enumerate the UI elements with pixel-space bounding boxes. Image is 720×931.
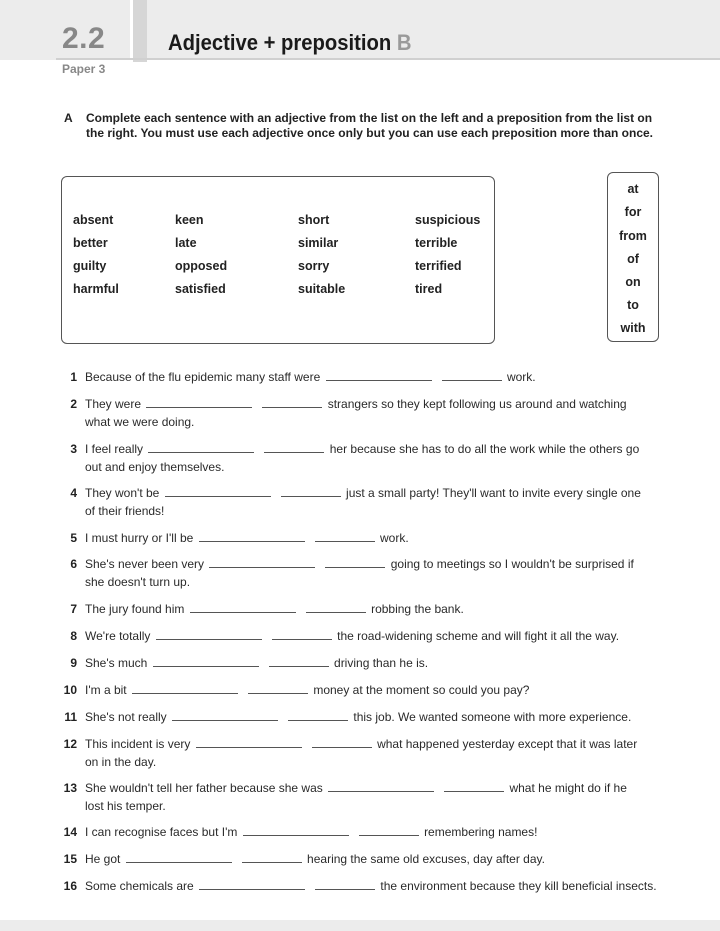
preposition-blank[interactable] — [325, 557, 385, 568]
question-number: 7 — [70, 602, 77, 616]
question-text-after: this job. We wanted someone with more experience. — [353, 710, 632, 724]
adjective-word: keen — [175, 213, 204, 227]
question-number: 16 — [63, 879, 77, 893]
question-line — [85, 823, 537, 841]
question-text-after: the road-widening scheme and will fight it all the way. — [337, 629, 620, 643]
unit-number: 2.2 — [62, 22, 106, 55]
question-number: 13 — [63, 781, 77, 795]
preposition-word: for — [624, 205, 642, 219]
question-number: 1 — [70, 370, 77, 384]
question-text-before: This incident is very — [85, 737, 191, 751]
page-title — [168, 30, 412, 56]
question-line — [85, 440, 639, 458]
question-line — [85, 600, 464, 618]
adjective-list-box — [61, 176, 495, 344]
question-number: 8 — [70, 629, 77, 643]
question-text-before: She's not really — [85, 710, 167, 724]
question-text-before: Some chemicals are — [85, 879, 194, 893]
question-number: 3 — [70, 442, 77, 456]
preposition-word: to — [627, 298, 639, 312]
adjective-word: terrible — [415, 236, 458, 250]
question-text-after: robbing the bank. — [371, 602, 464, 616]
question-text-after: hearing the same old excuses, day after day. — [307, 852, 545, 866]
adjective-blank[interactable] — [190, 602, 296, 613]
question-text-after: work. — [380, 531, 409, 545]
adjective-blank[interactable] — [199, 879, 305, 890]
page-header — [0, 0, 720, 60]
question-continuation: she doesn't turn up. — [85, 575, 191, 589]
adjective-word: short — [298, 213, 330, 227]
question-line — [85, 654, 428, 672]
adjective-blank[interactable] — [146, 397, 252, 408]
adjective-word: better — [73, 236, 108, 250]
question-text-before: She's never been very — [85, 557, 205, 571]
question-line — [85, 779, 627, 797]
preposition-blank[interactable] — [442, 370, 502, 381]
question-number: 2 — [70, 397, 77, 411]
preposition-blank[interactable] — [312, 737, 372, 748]
question-continuation: out and enjoy themselves. — [85, 460, 225, 474]
question-text-before: They were — [85, 397, 142, 411]
adjective-word: tired — [415, 282, 443, 296]
preposition-blank[interactable] — [262, 397, 322, 408]
question-number: 14 — [63, 825, 77, 839]
question-text-before: The jury found him — [85, 602, 185, 616]
question-number: 12 — [63, 737, 77, 751]
preposition-word: with — [620, 321, 646, 335]
adjective-word: terrified — [415, 259, 462, 273]
adjective-blank[interactable] — [153, 656, 259, 667]
adjective-blank[interactable] — [172, 710, 278, 721]
instructions-text: Complete each sentence with an adjective from the list on the left and a preposition from the list on the right. You must use each adjective once only but you can use each preposition more than once. — [86, 111, 654, 140]
adjective-word: similar — [298, 236, 339, 250]
question-line — [85, 877, 657, 895]
header-rule — [56, 58, 720, 60]
preposition-blank[interactable] — [315, 879, 375, 890]
adjective-blank[interactable] — [209, 557, 315, 568]
preposition-word: from — [619, 229, 647, 243]
question-number: 6 — [70, 557, 77, 571]
preposition-blank[interactable] — [444, 781, 504, 792]
question-line — [85, 627, 619, 645]
adjective-word: absent — [73, 213, 114, 227]
question-text-before: We're totally — [85, 629, 151, 643]
adjective-word: opposed — [175, 259, 228, 273]
adjective-blank[interactable] — [126, 852, 232, 863]
question-number: 10 — [63, 683, 77, 697]
question-number: 15 — [63, 852, 77, 866]
question-text-after: remembering names! — [424, 825, 538, 839]
preposition-blank[interactable] — [315, 531, 375, 542]
adjective-blank[interactable] — [196, 737, 302, 748]
adjective-blank[interactable] — [132, 683, 238, 694]
question-continuation: of their friends! — [85, 504, 165, 518]
question-text-after: just a small party! They'll want to invite every single one — [346, 486, 641, 500]
preposition-blank[interactable] — [281, 486, 341, 497]
question-text-after: money at the moment so could you pay? — [313, 683, 530, 697]
question-text-before: She wouldn't tell her father because she was — [85, 781, 323, 795]
adjective-blank[interactable] — [156, 629, 262, 640]
question-text-after: strangers so they kept following us around and watching — [327, 397, 627, 411]
adjective-word: harmful — [73, 282, 119, 296]
question-text-after: work. — [506, 370, 536, 384]
adjective-blank[interactable] — [199, 531, 305, 542]
adjective-word: sorry — [298, 259, 330, 273]
header-divider-bar — [130, 0, 147, 62]
question-line — [85, 555, 634, 573]
question-text-after: going to meetings so I wouldn't be surprised if — [390, 557, 634, 571]
question-number: 9 — [70, 656, 77, 670]
question-text-after: what he might do if he — [509, 781, 627, 795]
preposition-blank[interactable] — [248, 683, 308, 694]
adjective-word: late — [175, 236, 197, 250]
question-text-before: I can recognise faces but I'm — [85, 825, 238, 839]
question-line — [85, 395, 627, 413]
question-line — [85, 708, 631, 726]
question-continuation: lost his temper. — [85, 799, 166, 813]
adjective-word: satisfied — [175, 282, 226, 296]
question-text-before: Because of the flu epidemic many staff were — [85, 370, 321, 384]
question-text-after: what happened yesterday except that it was later — [377, 737, 638, 751]
title-text: Adjective + preposition — [168, 30, 392, 55]
question-line — [85, 850, 545, 868]
question-text-before: They won't be — [85, 486, 160, 500]
title-letter: B — [396, 30, 412, 55]
preposition-list-box — [607, 172, 659, 342]
preposition-blank[interactable] — [242, 852, 302, 863]
preposition-blank[interactable] — [288, 710, 348, 721]
question-line — [85, 735, 637, 753]
adjective-blank[interactable] — [326, 370, 432, 381]
paper-label: Paper 3 — [62, 62, 106, 76]
question-text-before: He got — [85, 852, 121, 866]
question-number: 4 — [70, 486, 77, 500]
adjective-word: guilty — [73, 259, 107, 273]
preposition-word: at — [627, 182, 639, 196]
preposition-blank[interactable] — [269, 656, 329, 667]
question-continuation: what we were doing. — [85, 415, 195, 429]
preposition-word: of — [627, 252, 639, 266]
question-text-after: her because she has to do all the work while the others go — [329, 442, 640, 456]
adjective-word: suitable — [298, 282, 346, 296]
preposition-blank[interactable] — [359, 825, 419, 836]
question-text-after: the environment because they kill beneficial insects. — [380, 879, 657, 893]
question-text-after: driving than he is. — [334, 656, 429, 670]
question-text-before: She's much — [85, 656, 148, 670]
adjective-blank[interactable] — [148, 442, 254, 453]
instructions-label: A — [64, 111, 73, 125]
page-footer-band — [0, 920, 720, 931]
question-continuation: on in the day. — [85, 755, 157, 769]
question-line — [85, 529, 409, 547]
adjective-blank[interactable] — [243, 825, 349, 836]
preposition-blank[interactable] — [272, 629, 332, 640]
preposition-blank[interactable] — [306, 602, 366, 613]
question-line — [85, 484, 641, 502]
question-text-before: I feel really — [85, 442, 144, 456]
preposition-word: on — [625, 275, 641, 289]
adjective-blank[interactable] — [328, 781, 434, 792]
question-text-before: I must hurry or I'll be — [85, 531, 194, 545]
question-number: 11 — [64, 710, 77, 724]
adjective-word: suspicious — [415, 213, 481, 227]
question-line — [85, 368, 536, 386]
question-number: 5 — [70, 531, 77, 545]
adjective-blank[interactable] — [165, 486, 271, 497]
preposition-blank[interactable] — [264, 442, 324, 453]
question-text-before: I'm a bit — [85, 683, 127, 697]
question-line — [85, 681, 529, 699]
